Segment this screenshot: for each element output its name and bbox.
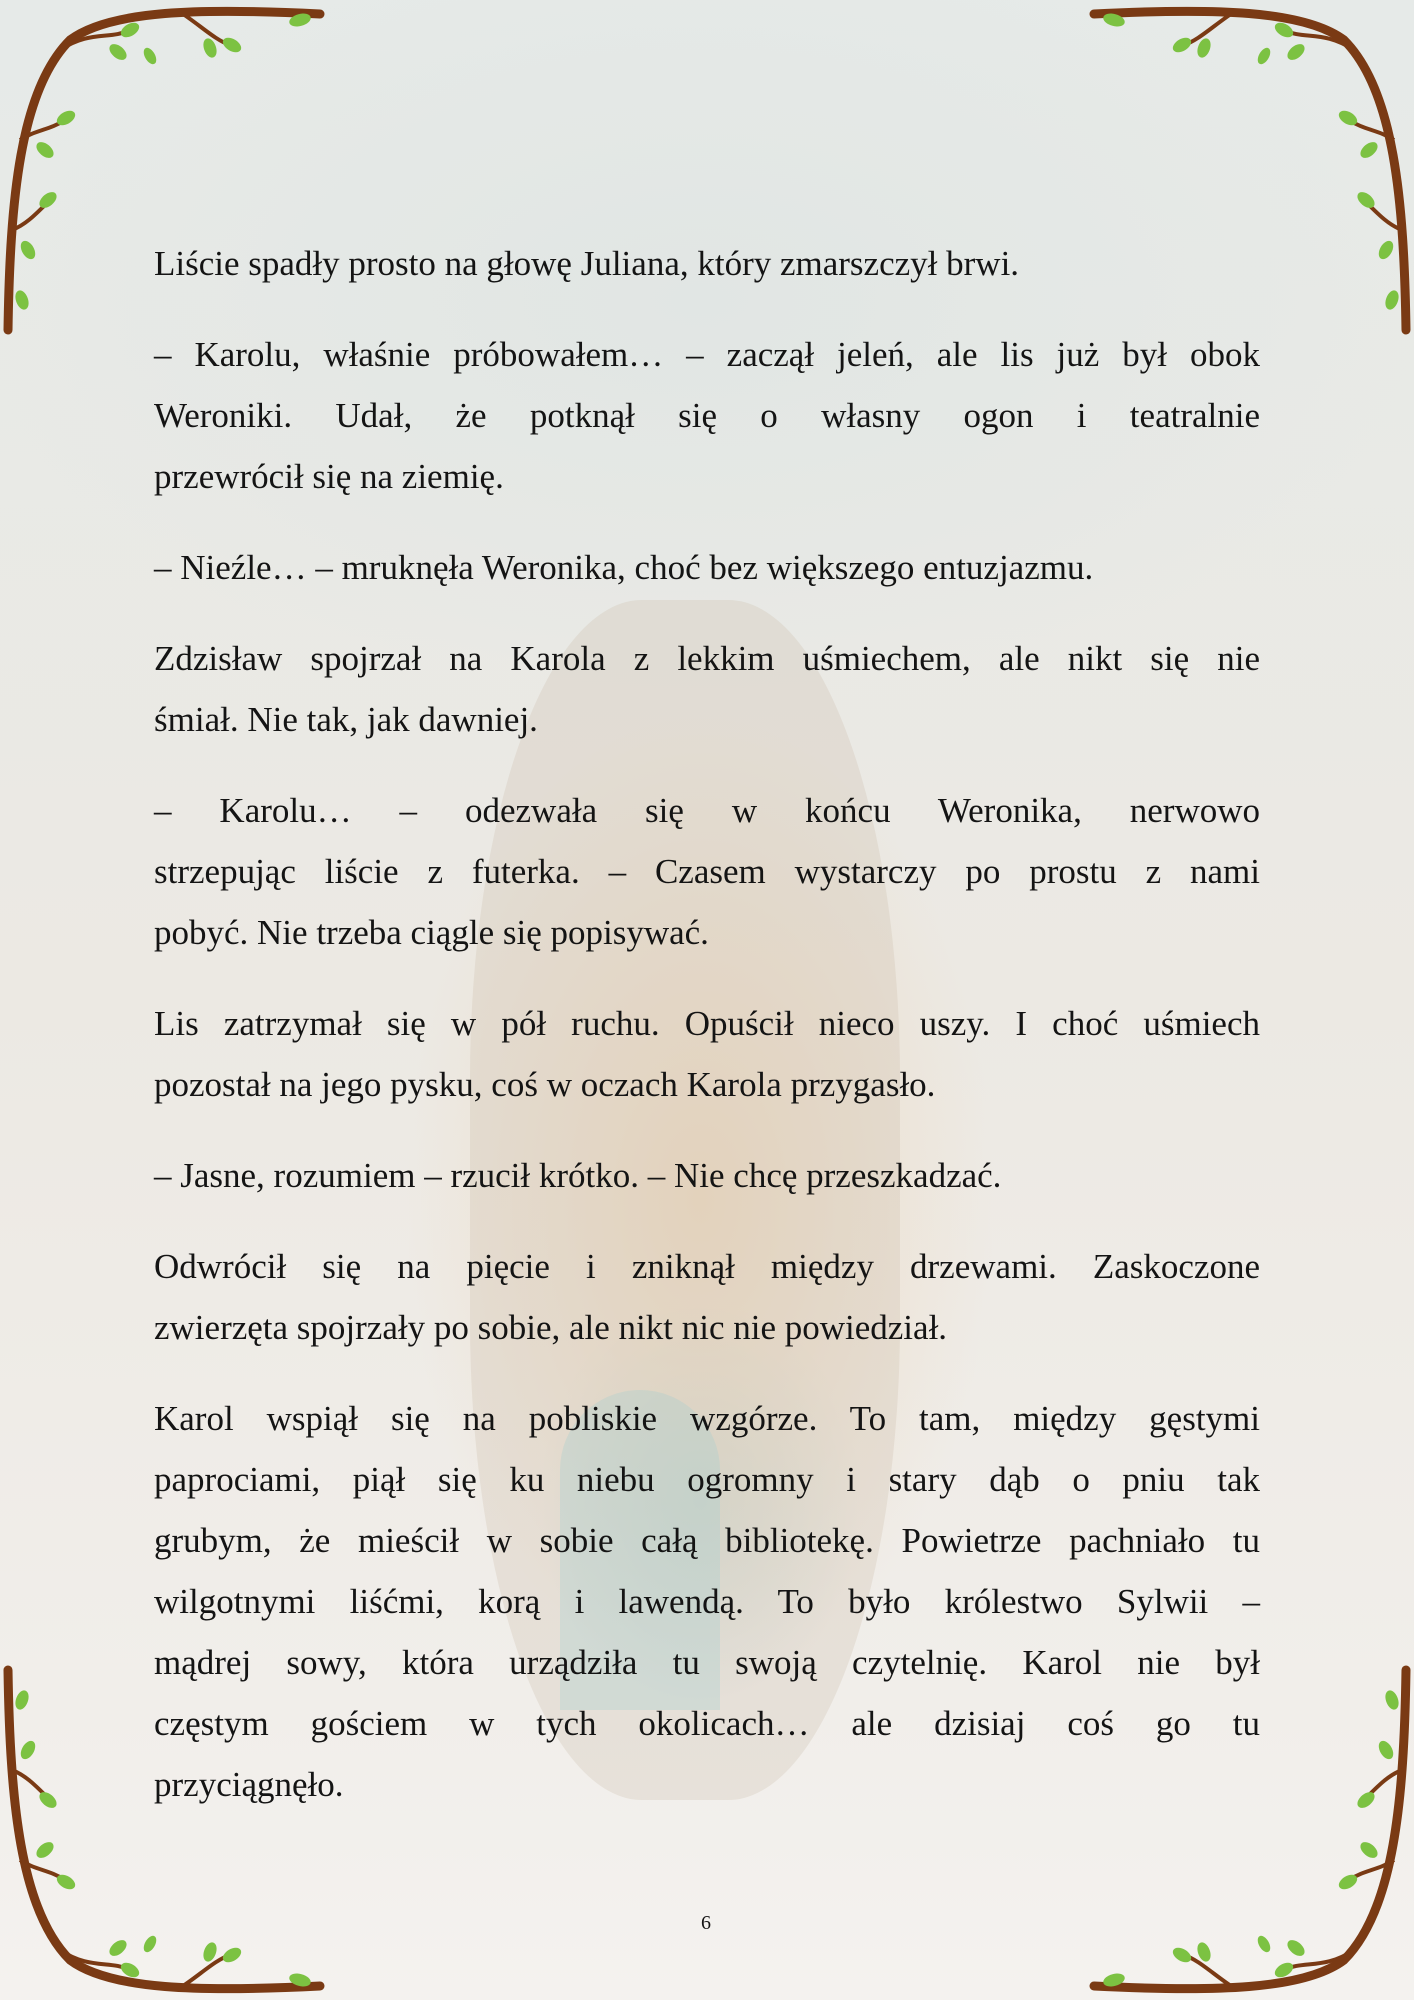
text-line: pozostał na jego pysku, coś w oczach Karola przygasło. bbox=[154, 1065, 936, 1104]
text-line: Weroniki. Udał, że potknął się o własny ogon i teatralnie bbox=[154, 396, 1260, 435]
paragraph bbox=[154, 1148, 1260, 1209]
story-text bbox=[154, 236, 1260, 1848]
text-line: częstym gościem w tych okolicach… ale dzisiaj coś go tu bbox=[154, 1704, 1260, 1743]
text-line: Zdzisław spojrzał na Karola z lekkim uśmiechem, ale nikt się nie bbox=[154, 639, 1260, 678]
paragraph bbox=[154, 1391, 1260, 1818]
paragraph bbox=[154, 327, 1260, 510]
text-line: strzepując liście z futerka. – Czasem wystarczy po prostu z nami bbox=[154, 852, 1260, 891]
text-line: Liście spadły prosto na głowę Juliana, który zmarszczył brwi. bbox=[154, 244, 1020, 283]
text-line: mądrej sowy, która urządziła tu swoją czytelnię. Karol nie był bbox=[154, 1643, 1260, 1682]
paragraph bbox=[154, 540, 1260, 601]
text-line: Karol wspiął się na pobliskie wzgórze. To tam, między gęstymi bbox=[154, 1399, 1260, 1438]
text-line: zwierzęta spojrzały po sobie, ale nikt nic nie powiedział. bbox=[154, 1308, 948, 1347]
text-line: – Karolu, właśnie próbowałem… – zaczął jeleń, ale lis już był obok bbox=[154, 335, 1260, 374]
text-line: Odwrócił się na pięcie i zniknął między drzewami. Zaskoczone bbox=[154, 1247, 1260, 1286]
text-line: wilgotnymi liśćmi, korą i lawendą. To było królestwo Sylwii – bbox=[154, 1582, 1260, 1621]
paragraph bbox=[154, 236, 1260, 297]
text-line: pobyć. Nie trzeba ciągle się popisywać. bbox=[154, 913, 709, 952]
text-line: grubym, że mieścił w sobie całą bibliotekę. Powietrze pachniało tu bbox=[154, 1521, 1260, 1560]
paragraph bbox=[154, 996, 1260, 1118]
paragraph bbox=[154, 1239, 1260, 1361]
text-line: paprociami, piął się ku niebu ogromny i stary dąb o pniu tak bbox=[154, 1460, 1260, 1499]
paragraph bbox=[154, 783, 1260, 966]
text-line: – Nieźle… – mruknęła Weronika, choć bez większego entuzjazmu. bbox=[154, 548, 1094, 587]
text-line: Lis zatrzymał się w pół ruchu. Opuścił nieco uszy. I choć uśmiech bbox=[154, 1004, 1260, 1043]
page-number: 6 bbox=[701, 1912, 711, 1934]
paragraph bbox=[154, 631, 1260, 753]
text-line: – Jasne, rozumiem – rzucił krótko. – Nie chcę przeszkadzać. bbox=[154, 1156, 1002, 1195]
text-line: śmiał. Nie tak, jak dawniej. bbox=[154, 700, 538, 739]
text-line: przewrócił się na ziemię. bbox=[154, 457, 504, 496]
text-line: przyciągnęło. bbox=[154, 1765, 344, 1804]
text-line: – Karolu… – odezwała się w końcu Weronika, nerwowo bbox=[154, 791, 1260, 830]
